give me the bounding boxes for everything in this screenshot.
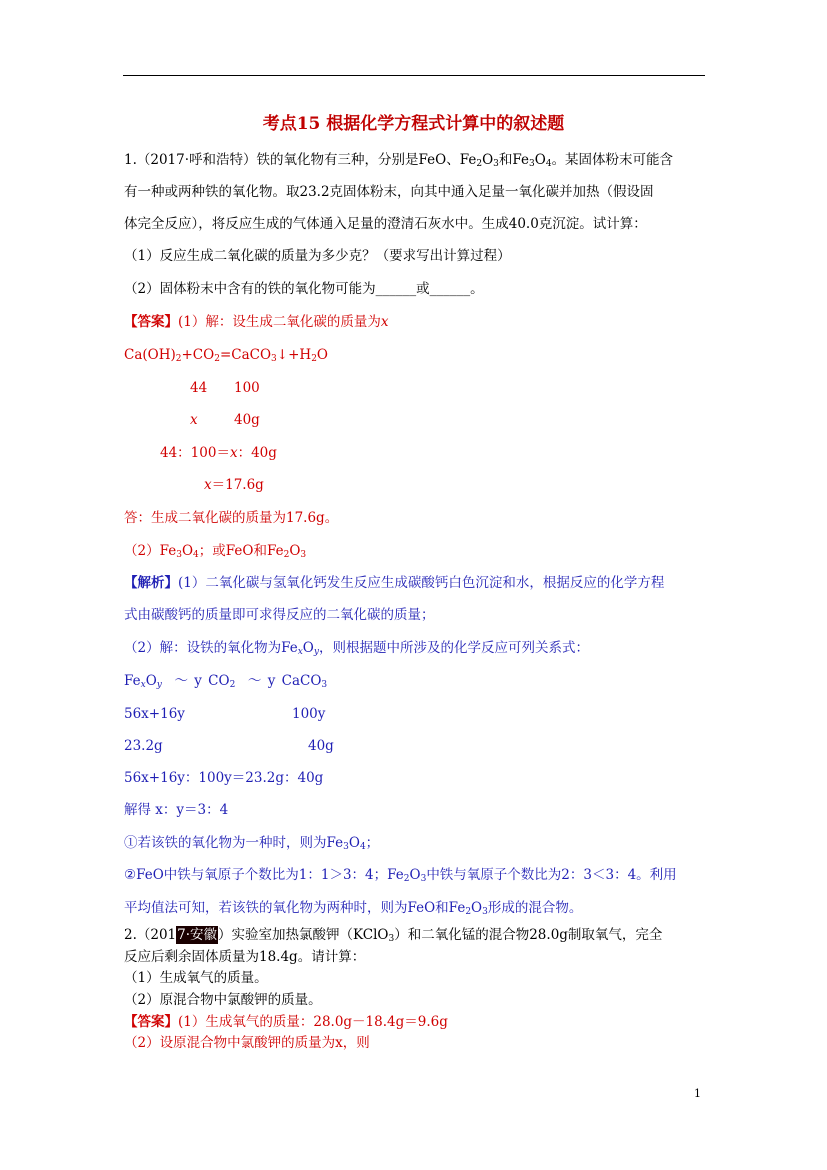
relation-row-1a: 56x+16y: [124, 706, 185, 722]
relation-row-1b: 100y: [292, 706, 326, 722]
q1-sub-1: （1）反应生成二氧化碳的质量为多少克？（要求写出计算过程）: [124, 248, 511, 264]
solve-line: 解得 x：y＝3：4: [124, 802, 229, 818]
relation-row-3: 56x+16y：100y＝23.2g：40g: [124, 770, 324, 786]
analysis-line-1: 【解析】(1）二氧化碳与氢氧化钙发生反应生成碳酸钙白色沉淀和水，根据反应的化学方程: [124, 575, 665, 591]
proportion-line: 44：100＝x：40g: [160, 445, 277, 461]
page-number: 1: [694, 1087, 701, 1100]
relation-row-2a: 23.2g: [124, 738, 163, 754]
q2-sub-1: （1）生成氧气的质量。: [124, 970, 268, 986]
calc-row-1b: 100: [234, 380, 260, 396]
conclusion-line: 答：生成二氧化碳的质量为17.6g。: [124, 510, 339, 526]
relation-row-2b: 40g: [308, 738, 334, 754]
q2-line-1: 2.（2017·安徽）实验室加热氯酸钾（KClO$_3$）和二氧化锰的混合物28.0g制取氧气，完全: [124, 927, 663, 944]
relation-line: $Fe_xO_y$ ～ y $CO_2$ ～ y CaCO$_3$: [124, 673, 328, 690]
q1-line-2: 有一种或两种铁的氧化物。取23.2克固体粉末，向其中通入足量一氧化碳并加热（假设固: [124, 184, 654, 200]
calc-row-1a: 44: [190, 380, 208, 396]
q1-line-3: 体完全反应），将反应生成的气体通入足量的澄清石灰水中。生成40.0克沉淀。试计算：: [124, 216, 647, 232]
header-rule: [123, 75, 705, 76]
q2-answer-1: 【答案】(1）生成氧气的质量：28.0g－18.4g＝9.6g: [124, 1014, 448, 1030]
answer1-line: 【答案】(1）解：设生成二氧化碳的质量为x: [124, 314, 389, 330]
answer2-line: $(2)Fe_3O_4$；或FeO和$Fe_2O_3$: [124, 543, 307, 560]
calc-row-2a: x: [190, 412, 198, 428]
analysis-line-2: 式由碳酸钙的质量即可求得反应的二氧化碳的质量；: [124, 607, 435, 623]
q2-sub-2: （2）原混合物中氯酸钾的质量。: [124, 992, 322, 1008]
q1-line-1: 1.（2017·呼和浩特）铁的氧化物有三种，分别是FeO、$Fe_2O_3$和$Fe_3O_4$。某固体粉末可能含: [124, 152, 674, 169]
q1-sub-2: （2）固体粉末中含有的铁的氧化物可能为______或______。: [124, 281, 484, 297]
q2-answer-2: （2）设原混合物中氯酸钾的质量为x，则: [124, 1035, 370, 1051]
page-title: 考点15 根据化学方程式计算中的叙述题: [262, 114, 565, 134]
analysis-line-3: （2）解：设铁的氧化物为$Fe_xO_y$，则根据题中所涉及的化学反应可列关系式：: [124, 640, 589, 657]
result-line: x＝17.6g: [204, 477, 264, 493]
case-2-line: ②FeO中铁与氧原子个数比为1：1＞3：4；$Fe_2O_3$中铁与氧原子个数比为2：3＜3：4。利用: [124, 867, 677, 884]
case-1-line: ①若该铁的氧化物为一种时，则为$Fe_3O_4$；: [124, 835, 380, 852]
equation-line: $Ca(OH)_2+CO_2=CaCO_3↓+H_2O$: [124, 347, 328, 364]
source-highlight: 7·安徽: [177, 927, 218, 943]
case-2-line-cont: 平均值法可知，若该铁的氧化物为两种时，则为FeO和$Fe_2O_3$形成的混合物。: [124, 900, 583, 917]
q2-line-2: 反应后剩余固体质量为18.4g。请计算：: [124, 949, 366, 965]
calc-row-2b: 40g: [234, 412, 260, 428]
